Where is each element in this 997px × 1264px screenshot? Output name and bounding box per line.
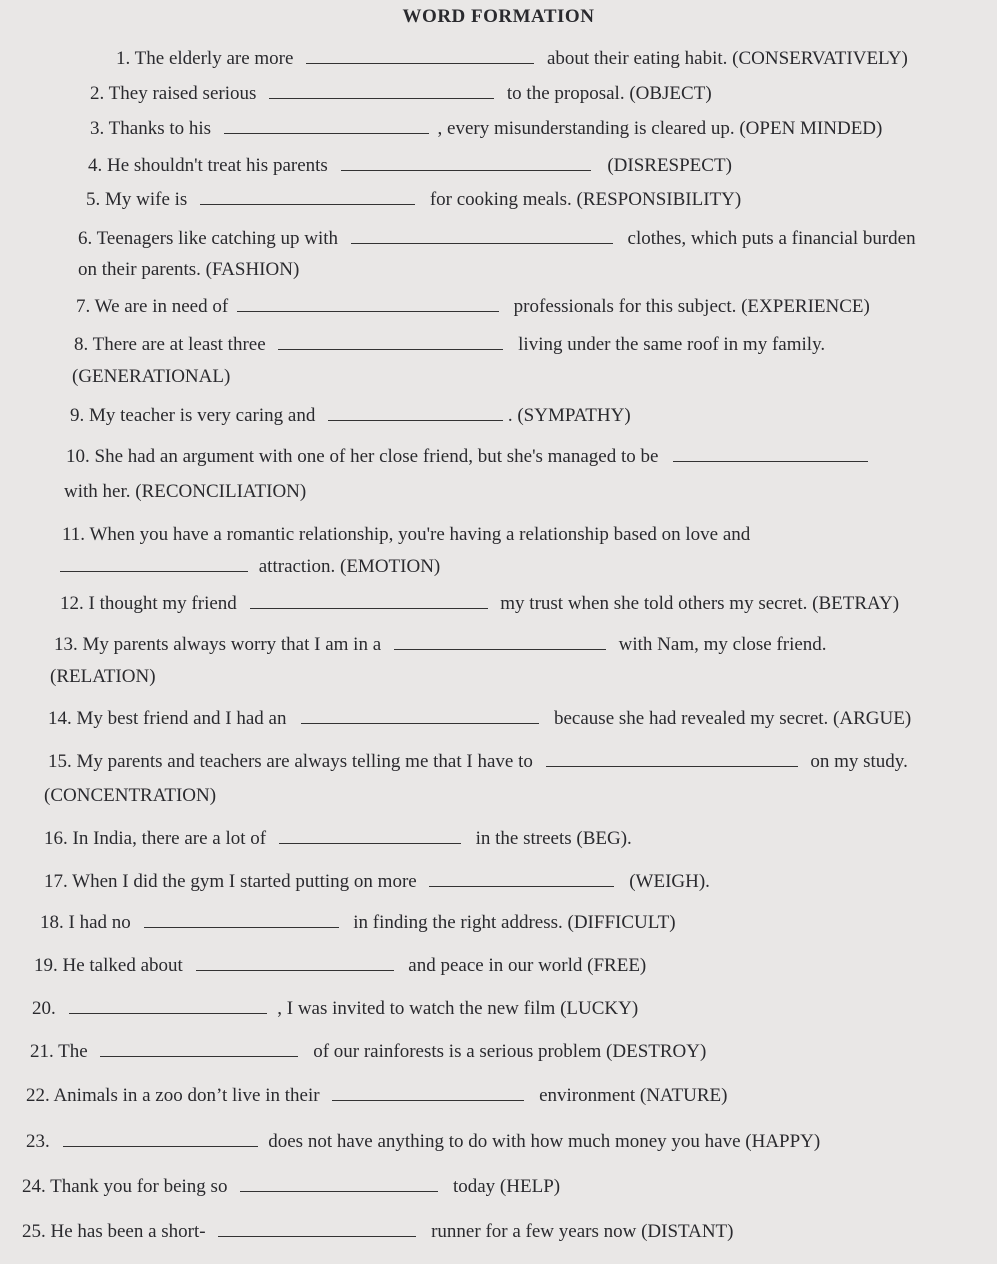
- item-9-start: 9. My teacher is very caring and: [70, 405, 316, 426]
- item-17-end: (WEIGH).: [629, 871, 710, 892]
- item-3-end: , every misunderstanding is cleared up. (OPEN MINDED): [437, 118, 883, 139]
- item-6-end: clothes, which puts a financial burden: [627, 228, 916, 249]
- item-3-blank[interactable]: [224, 119, 429, 134]
- item-15-blank[interactable]: [546, 752, 798, 767]
- item-6: [78, 228, 916, 250]
- item-8-cont: (GENERATIONAL): [72, 366, 231, 387]
- item-18-blank[interactable]: [144, 913, 339, 928]
- item-2-blank[interactable]: [269, 84, 494, 99]
- item-3-start: 3. Thanks to his: [90, 118, 212, 139]
- item-14: [48, 708, 911, 730]
- item-4-end: (DISRESPECT): [607, 155, 732, 176]
- item-4: [88, 155, 732, 177]
- item-25-start: 25. He has been a short-: [22, 1221, 206, 1242]
- item-2: [90, 83, 712, 105]
- item-23-blank[interactable]: [63, 1132, 258, 1147]
- item-4-blank[interactable]: [341, 156, 591, 171]
- item-18-start: 18. I had no: [40, 912, 131, 933]
- item-21-blank[interactable]: [100, 1042, 298, 1057]
- item-11-start: 11. When you have a romantic relationship, you're having a relationship based on love and: [62, 524, 751, 545]
- item-14-blank[interactable]: [301, 709, 539, 724]
- item-14-start: 14. My best friend and I had an: [48, 708, 287, 729]
- item-8: [74, 334, 825, 356]
- item-1-end: about their eating habit. (CONSERVATIVELY): [546, 48, 908, 69]
- item-13-blank[interactable]: [394, 635, 606, 650]
- item-11-blank[interactable]: [60, 557, 248, 572]
- item-24-start: 24. Thank you for being so: [22, 1176, 228, 1197]
- item-10-cont: with her. (RECONCILIATION): [64, 481, 307, 502]
- item-8-blank[interactable]: [278, 335, 503, 350]
- item-17: [44, 871, 710, 893]
- item-18: [40, 912, 676, 934]
- worksheet-title: WORD FORMATION: [402, 6, 595, 27]
- item-23: [26, 1131, 820, 1153]
- item-20-blank[interactable]: [69, 999, 267, 1014]
- item-21: [30, 1041, 706, 1063]
- item-12: [60, 593, 899, 615]
- item-5-blank[interactable]: [200, 190, 415, 205]
- item-8-start: 8. There are at least three: [74, 334, 266, 355]
- item-25-end: runner for a few years now (DISTANT): [431, 1221, 734, 1242]
- item-1: [116, 48, 908, 70]
- item-15-end: on my study.: [810, 751, 908, 772]
- item-22-end: environment (NATURE): [539, 1085, 728, 1106]
- item-7-blank[interactable]: [237, 297, 499, 312]
- item-19-end: and peace in our world (FREE): [408, 955, 647, 976]
- item-16-start: 16. In India, there are a lot of: [44, 828, 267, 849]
- item-7-end: professionals for this subject. (EXPERIENCE): [513, 296, 870, 317]
- item-10: [66, 446, 868, 468]
- item-15: [48, 751, 908, 773]
- item-12-end: my trust when she told others my secret. (BETRAY): [500, 593, 900, 614]
- item-22-start: 22. Animals in a zoo don’t live in their: [26, 1085, 320, 1106]
- item-22: [26, 1085, 727, 1107]
- item-20-end: , I was invited to watch the new film (LUCKY): [277, 998, 639, 1019]
- item-20-start: 20.: [32, 998, 56, 1019]
- item-7: [76, 296, 870, 318]
- item-19-start: 19. He talked about: [34, 955, 183, 976]
- item-21-end: of our rainforests is a serious problem (DESTROY): [313, 1041, 707, 1062]
- item-5: [86, 189, 741, 211]
- item-5-start: 5. My wife is: [86, 189, 188, 210]
- item-18-end: in finding the right address. (DIFFICULT): [353, 912, 676, 933]
- item-2-start: 2. They raised serious: [90, 83, 257, 104]
- item-20: [32, 998, 638, 1020]
- item-16-end: in the streets (BEG).: [475, 828, 632, 849]
- item-24: [22, 1176, 560, 1198]
- item-13-end: with Nam, my close friend.: [618, 634, 827, 655]
- item-17-start: 17. When I did the gym I started putting on more: [44, 871, 417, 892]
- item-7-start: 7. We are in need of: [76, 296, 229, 317]
- item-12-start: 12. I thought my friend: [60, 593, 237, 614]
- item-5-end: for cooking meals. (RESPONSIBILITY): [429, 189, 742, 210]
- item-15-start: 15. My parents and teachers are always telling me that I have to: [48, 751, 533, 772]
- item-22-blank[interactable]: [332, 1086, 524, 1101]
- item-3: [90, 118, 882, 140]
- item-19: [34, 955, 646, 977]
- item-24-end: today (HELP): [452, 1176, 561, 1197]
- item-21-start: 21. The: [30, 1041, 88, 1062]
- item-11-end: attraction. (EMOTION): [258, 556, 441, 577]
- item-13-cont: (RELATION): [50, 666, 156, 687]
- item-23-start: 23.: [26, 1131, 50, 1152]
- item-12-blank[interactable]: [250, 594, 488, 609]
- item-13: [54, 634, 827, 656]
- item-9-end: . (SYMPATHY): [507, 405, 631, 426]
- item-1-blank[interactable]: [306, 49, 534, 64]
- item-15-cont: (CONCENTRATION): [44, 785, 217, 806]
- item-9: [70, 405, 631, 427]
- item-9-blank[interactable]: [328, 406, 503, 421]
- item-16-blank[interactable]: [279, 829, 461, 844]
- item-16: [44, 828, 632, 850]
- item-4-start: 4. He shouldn't treat his parents: [88, 155, 328, 176]
- item-10-blank[interactable]: [673, 447, 868, 462]
- item-14-end: because she had revealed my secret. (ARGUE): [554, 708, 912, 729]
- item-25: [22, 1221, 733, 1243]
- item-25-blank[interactable]: [218, 1222, 416, 1237]
- item-6-blank[interactable]: [351, 229, 613, 244]
- item-8-end: living under the same roof in my family.: [518, 334, 826, 355]
- item-11-line2: [60, 556, 440, 578]
- item-2-end: to the proposal. (OBJECT): [506, 83, 712, 104]
- item-6-cont: on their parents. (FASHION): [78, 259, 300, 280]
- item-6-start: 6. Teenagers like catching up with: [78, 228, 339, 249]
- item-17-blank[interactable]: [429, 872, 614, 887]
- item-1-start: 1. The elderly are more: [116, 48, 294, 69]
- item-10-start: 10. She had an argument with one of her close friend, but she's managed to be: [66, 446, 659, 467]
- item-13-start: 13. My parents always worry that I am in a: [54, 634, 382, 655]
- item-11: [62, 524, 750, 546]
- item-24-blank[interactable]: [240, 1177, 438, 1192]
- item-23-end: does not have anything to do with how much money you have (HAPPY): [268, 1131, 821, 1152]
- item-19-blank[interactable]: [196, 956, 394, 971]
